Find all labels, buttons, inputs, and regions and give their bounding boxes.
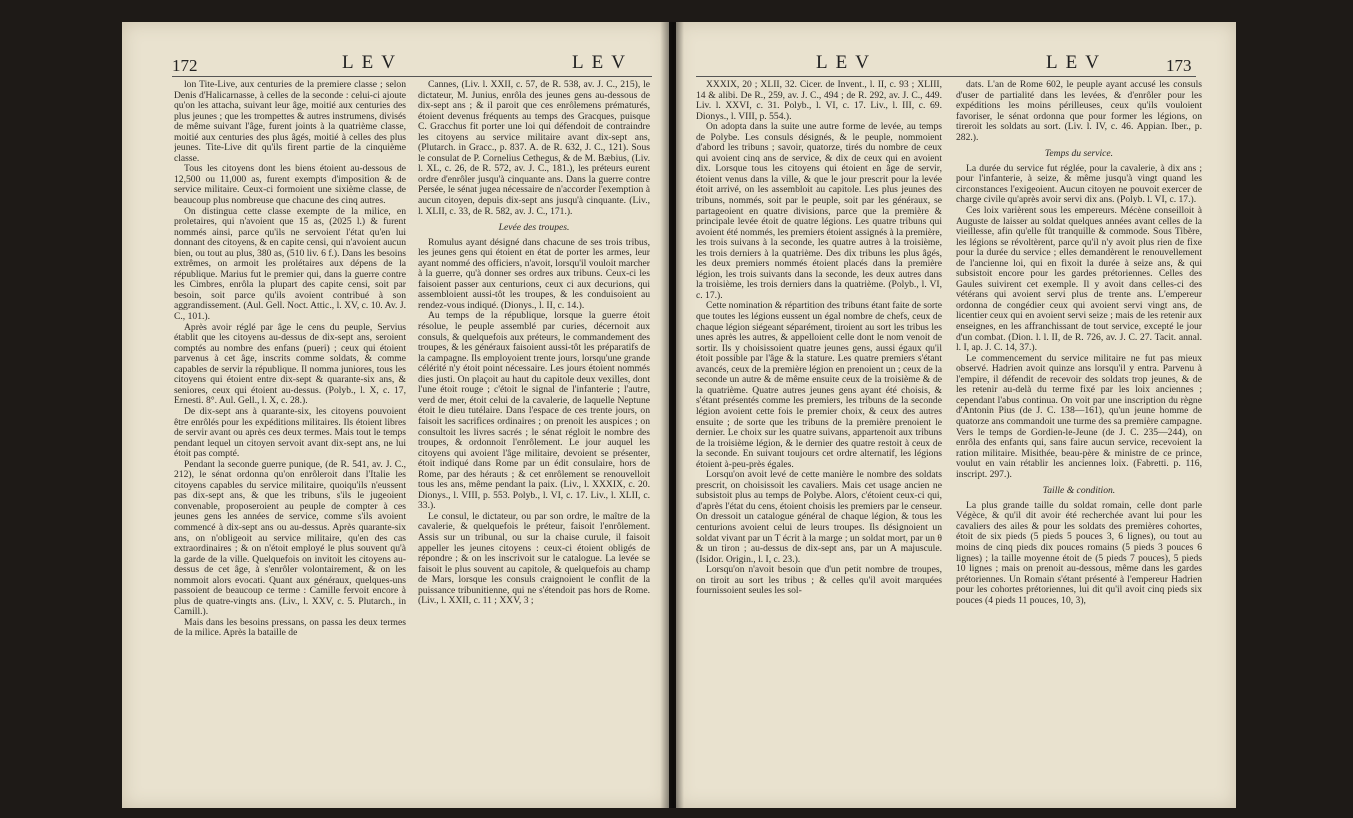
paragraph: Au temps de la république, lorsque la guerre étoit résolue, le peuple assemblé par curies, décernoit aux consuls, & quelquefois aux préteurs, le commandement des troupes, & les généraux faisoient aussi-tôt les préparatifs de la campagne. Ils employoient trente jours, lorsqu'une grande célérité n'y étoit point nécessaire. Les jours étoient nommés dies justi. On plaçoit au haut du capitole deux vexilles, dont l'une étoit rouge ; c'étoit le signal de l'infanterie ; l'autre, verd de mer, étoit celui de la cavalerie, de laquelle Neptune étoit le dieu tutélaire. Dans l'espace de ces trente jours, on faisoit les sacrifices ordinaires ; on prenoit les auspices ; on consultoit les livres sacrés ; le sénat régloit le nombre des troupes, & ordonnoit l'enrôlement. Le jour auquel les citoyens qui avoient l'âge militaire, devoient se présenter, étoit indiqué dans Rome par un édit consulaire, hors de Rome, par des hérauts ; & cet enrôlement se renouvelloit tous les ans, même pendant la paix. (Liv., l. XXXIX, c. 20. Dionys., l. VIII, p. 553. Polyb., l. VI, c. 17. Liv., l. XLII, c. 33.). (418, 310, 650, 512)
section-heading: Temps du service. (1044, 148, 1114, 160)
paragraph: Cette nomination & répartition des tribuns étant faite de sorte que toutes les légions eussent un égal nombre de chefs, ceux de chaque légion siégeant séparément, tiroient au sort les tribus les unes après les autres, & appelloient celle dont le nom venoit de sortir. Ils y choisissoient quatre jeunes gens, aussi égaux qu'il étoit possible par l'âge & la stature. Les quatre premiers s'étant avancés, ceux de la première légion en prenoient un ; ceux de la seconde un autre & de même ensuite ceux de la troisième & de la quatrième. Quatre autres jeunes gens ayant été choisis, & s'étant présentés comme les premiers, les tribuns de la seconde légion avoient cette fois le premier choix, & ceux des autres ensuite ; de sorte que les tribuns de la première prenoient le dernier. Le choix sur les quatre suivans, appartenoit aux tribuns de la troisième légion, & le dernier des quatre restoit à ceux de la seconde. En suivant toujours cet ordre alternatif, les légions étoient à-peu-près égales. (696, 300, 942, 470)
running-head: LEV (342, 52, 403, 73)
paragraph: Pendant la seconde guerre punique, (de R. 541, av. J. C., 212), le sénat ordonna qu'on enrôleroit dans l'Italie les citoyens capables du service militaire, quoiqu'ils n'eussent pas dix-sept ans, & que les tribuns, s'ils le jugeoient convenable, proposeroient au peuple de compter à ces jeunes gens les années de service, comme s'ils avoient commencé à dix-sept ans ou au-dessus. Après quarante-six ans, on n'obligeoit au service militaire, qu'en des cas extraordinaires ; & on n'étoit employé le plus souvent qu'à la garde de la ville. Quelquefois on invitoit les citoyens au-dessus de cet âge, à s'enrôler volontairement, & on les nommoit alors evocati. Quant aux généraux, quelques-uns passoient de beaucoup ce terme : Camille fervoit encore à plus de quatre-vingts ans. (Liv., l. XXV, c. 5. Plutarch., in Camill.). (174, 458, 406, 618)
right-page-header (746, 52, 1216, 78)
running-head-repeat: LEV (1046, 52, 1107, 73)
paragraph: Ces loix varièrent sous les empereurs. Mécène conseilloit à Auguste de laisser au soldat quelques années avant celles de la vieillesse, afin qu'elle fût tranquille & commode. Sous Tibère, les légions se révoltèrent, parce qu'il n'y avoit plus rien de fixe pour la durée du service ; elles demandèrent le renouvellement de l'ancienne loi, qui en fixoit la durée à seize ans, & qui subsistoit encore pour les gardes prétoriennes. Celles des Gaules suivirent cet exemple. Il y avoit dans celles-ci des vétérans qui avoient servi plus de trente ans. L'empereur ordonna de congédier ceux qui avoient servi vingt ans, de licentier ceux qui en avoient servi seize ; mais de les retenir aux enseignes, en les affranchissant de tout service, excepté le jour d'un combat. (Dion. l. l. II, de R. 726, av. J. C. 27. Tacit. annal. l. I, ap. J. C. 14, 37.). (956, 205, 1202, 354)
right-column-2 (956, 80, 1202, 800)
header-rule (172, 76, 652, 77)
running-head: LEV (816, 52, 877, 73)
paragraph: Lorsqu'on avoit levé de cette manière le nombre des soldats prescrit, on choisissoit les cavaliers. Mais cet usage ancien ne subsistoit plus au temps de Polybe. Alors, c'étoient ceux-ci qui, d'après l'état du cens, étoient choisis les premiers par le censeur. On dressoit un catalogue général de chaque légion, & tous les centurions avoient celui de leurs troupes. Ils désignoient un soldat vivant par un T écrit à la marge ; un soldat mort, par un θ & un tiron ; au-dessus de dix-sept ans, par un A majuscule. (Isidor. Origin., l. I, c. 23.). (696, 469, 942, 565)
paragraph: Après avoir réglé par âge le cens du peuple, Servius établit que les citoyens au-dessus de dix-sept ans, seroient comptés au nombre des enfans (pueri) ; ceux qui étoient parvenus à cet âge, inscrits comme soldats, & comme capables de servir la république. Il nomma juniores, tous les citoyens qui étoient entre dix-sept & quarante-six ans, & seniores, ceux qui étoient au-dessus. (Polyb., l. X, c. 17, Ernesti. 8°. Aul. Gell., l. X, c. 28.). (174, 321, 406, 407)
left-column-1 (174, 80, 406, 800)
section-heading: Taille & condition. (1042, 485, 1116, 497)
paragraph: La durée du service fut réglée, pour la cavalerie, à dix ans ; pour l'infanterie, à seize, & même jusqu'à vingt quand les circonstances l'exigeoient. Aucun citoyen ne pouvoit exercer de charge civile qu'après avoir servi dix ans. (Polyb. l. VI, c. 17.). (956, 162, 1202, 206)
paragraph: dats. L'an de Rome 602, le peuple ayant accusé les consuls d'user de partialité dans les levées, & d'enrôler pour les expéditions les moins périlleuses, ceux qu'ils vouloient favoriser, le sénat ordonna que pour former les légions, on tireroit les soldats au sort. (Liv. l. IV, c. 46. Appian. Iber., p. 282.). (956, 80, 1202, 143)
paragraph: Le consul, le dictateur, ou par son ordre, le maître de la cavalerie, & quelquefois le préteur, faisoit l'enrôlement. Assis sur un tribunal, ou sur la chaise curule, il faisoit appeller les jeunes citoyens : ceux-ci étoient obligés de répondre ; & on les inscrivoit sur le catalogue. La levée se faisoit le plus souvent au capitole, & quelquefois au champ de Mars, lorsque les consuls craignoient le conflit de la puissance tribunitienne, qui ne s'étendoit pas hors de Rome. (Liv., l. XXII, c. 11 ; XXV, 3 ; (418, 510, 650, 607)
paragraph: Le commencement du service militaire ne fut pas mieux observé. Hadrien avoit quinze ans lorsqu'il y entra. Parvenu à l'empire, il défendit de recevoir des soldats trop jeunes, & de les retenir au-delà du terme fixé par les loix anciennes ; cependant l'abus continua. On voit par une inscription du règne d'Antonin Pius (de J. C. 138—161), qu'un jeune homme de quatorze ans commandoit une turme des sa première campagne. Vers le temps de Gordien-le-Jeune (de J. C. 235—244), on enrôla des enfants qui, sans faire aucun service, recevoient la ration militaire. Misithée, beau-père & ministre de ce prince, voulut en vain rétablir les anciennes loix. (Fabretti. p. 116, inscript. 297.). (956, 352, 1202, 480)
book-gutter (660, 22, 684, 808)
paragraph: Cannes, (Liv. l. XXII, c. 57, de R. 538, av. J. C., 215), le dictateur, M. Junius, enrôla des jeunes gens au-dessous de dix-sept ans ; & il paroit que ces enrôlemens prématurés, étoient devenus fréquents au temps des Gracques, puisque C. Gracchus fit porter une loi qui défendoit de contraindre les citoyens au service militaire avant dix-sept ans, (Plutarch. in Gracc., p. 837. A. de R. 632, J. C., 121). Sous le consulat de P. Cornelius Cethegus, & de M. Bæbius, (Liv. l. XL, c. 26, de R. 572, av. J. C., 181.), les préteurs eurent ordre d'enrôler jusqu'à cinquante ans. Dans la guerre contre Persée, le sénat jugea nécessaire de n'accorder l'exemption à aucun citoyen, depuis dix-sept ans jusqu'à cinquante. (Liv., l. XLII, c. 33, de R. 582, av. J. C., 171.). (418, 80, 650, 217)
right-column-1 (696, 80, 942, 800)
paragraph: Mais dans les besoins pressans, on passa les deux termes de la milice. Après la bataille de (174, 616, 406, 639)
paragraph: Romulus ayant désigné dans chacune de ses trois tribus, les jeunes gens qui étoient en état de porter les armes, leur ayant nommé des officiers, n'avoit, lorsqu'il vouloit marcher à la guerre, qu'à donner ses ordres aux tribuns. Ceux-ci les faisoient passer aux centurions, ceux ci aux decurions, qui assembloient aussi-tôt les troupes, & les conduisoient au rendez-vous indiqué. (Dionys., l. II, c. 14.). (418, 236, 650, 311)
left-page-header (172, 52, 649, 78)
page-number: 172 (172, 56, 198, 75)
paragraph: Tous les citoyens dont les biens étoient au-dessous de 12,500 ou 11,000 as, furent exempts d'imposition & de service militaire. Ceux-ci formoient une sixième classe, de beaucoup plus nombreuse que chacune des cinq autres. (174, 163, 406, 207)
left-page (122, 22, 669, 808)
right-page (676, 22, 1236, 808)
paragraph: Lorsqu'on n'avoit besoin que d'un petit nombre de troupes, on tiroit au sort les tribus ; & celles qu'il avoit marquées fournissoient seules les sol- (696, 564, 942, 597)
paragraph: De dix-sept ans à quarante-six, les citoyens pouvoient être enrôlés pour les expéditions militaires. Ils étoient libres de servir avant ou après ces deux termes. Mais tout le temps pendant lequel un citoyen servoit avant dix-sept ans, ne lui étoit pas compté. (174, 405, 406, 460)
paragraph: La plus grande taille du soldat romain, celle dont parle Végèce, & qu'il dit avoir été recherchée avant lui pour les cavaliers des ailes & pour les soldats des premières cohortes, étoit de six pieds (5 pieds 5 pouces 3, 6 lignes), ou tout au moins de cinq pieds dix pouces romains (5 pieds 3 pouces 6 lignes) ; la taille moyenne étoit de (5 pieds 7 pouces), 5 pieds 10 lignes ; mais on prenoit au-dessous, même dans les gardes prétoriennes. Un Romain s'étant présenté à l'empereur Hadrien pour les cohortes prétoriennes, lui dit qu'il avoit cinq pieds six pouces (4 pieds 11 pouces, 10, 3), (956, 499, 1202, 606)
running-head-repeat: LEV (572, 52, 633, 73)
page-number: 173 (1166, 56, 1192, 75)
section-heading: Levée des troupes. (498, 222, 570, 234)
paragraph: XXXIX, 20 ; XLII, 32. Cicer. de Invent., l. II, c. 93 ; XLIII, 14 & alibi. De R., 259, av. J. C., 494 ; de R. 292, av. J. C., 449. Liv. l. XXVI, c. 31. Polyb., l. VI, c. 17. Liv., l. III, c. 69. Dionys., l. VIII, p. 554.). (696, 80, 942, 122)
paragraph: On adopta dans la suite une autre forme de levée, au temps de Polybe. Les consuls désignés, & le peuple, nommoient d'abord les tribuns ; savoir, quatorze, tirés du nombre de ceux qui avoient cinq ans de service, & dix de ceux qui en avoient dix. Lorsque tous les citoyens qui étoient en âge de servir, étoient venus dans la ville, & que le jour prescrit pour la levée étoit arrivé, on les assembloit au capitole. Les plus jeunes des tribuns, nommés, soit par le peuple, soit par les généraux, se partageoient en quatre divisions, parce que la première & principale levée étoit de quatre légions. Les quatre tribuns qui avoient été nommés, les premiers étoient assignés à la première, les trois suivans à la seconde, les quatre autres à la troisième, les trois derniers à la quatrième. Des dix tribuns les plus âgés, les deux premiers nommés étoient placés dans la première légion, les trois suivants dans la seconde, les deux autres dans la troisième, les trois derniers dans la quatrième. (Polyb., l. VI, c. 17.). (696, 121, 942, 301)
paragraph: lon Tite-Live, aux centuries de la premiere classe ; selon Denis d'Halicarnasse, à celles de la seconde : celui-ci ajoute qu'on les attacha, suivant leur âge, moitié aux centuries des plus jeunes ; que les trompettes & autres instrumens, divisés de même suivant l'âge, furent joints à la quatrième classe, moitié aux centuries des plus âgés, moitié à celles des plus jeunes. Tite-Live dit qu'ils firent partie de la cinquième classe. (174, 80, 406, 164)
left-column-2 (418, 80, 650, 800)
paragraph: On distingua cette classe exempte de la milice, en proletaires, qui n'avoient que 15 as, (2025 l.) & furent nommés ainsi, parce qu'ils ne servoient l'état qu'en lui donnant des citoyens, & en capite censi, qui n'avoient aucun bien, ou tout au plus, 380 as, (510 liv. 6 f.). Dans les besoins extrêmes, on armoit les prolétaires aux dépens de la république. Marius fut le premier qui, dans la guerre contre les Cimbres, enrôla la plupart des capite censi, soit par besoin, soit parce qu'ils avoient contribué à son aggrandissement. (Aul. Gell. Noct. Attic., l. XV, c. 10. Av. J. C., 101.). (174, 205, 406, 323)
header-rule (696, 76, 1196, 77)
